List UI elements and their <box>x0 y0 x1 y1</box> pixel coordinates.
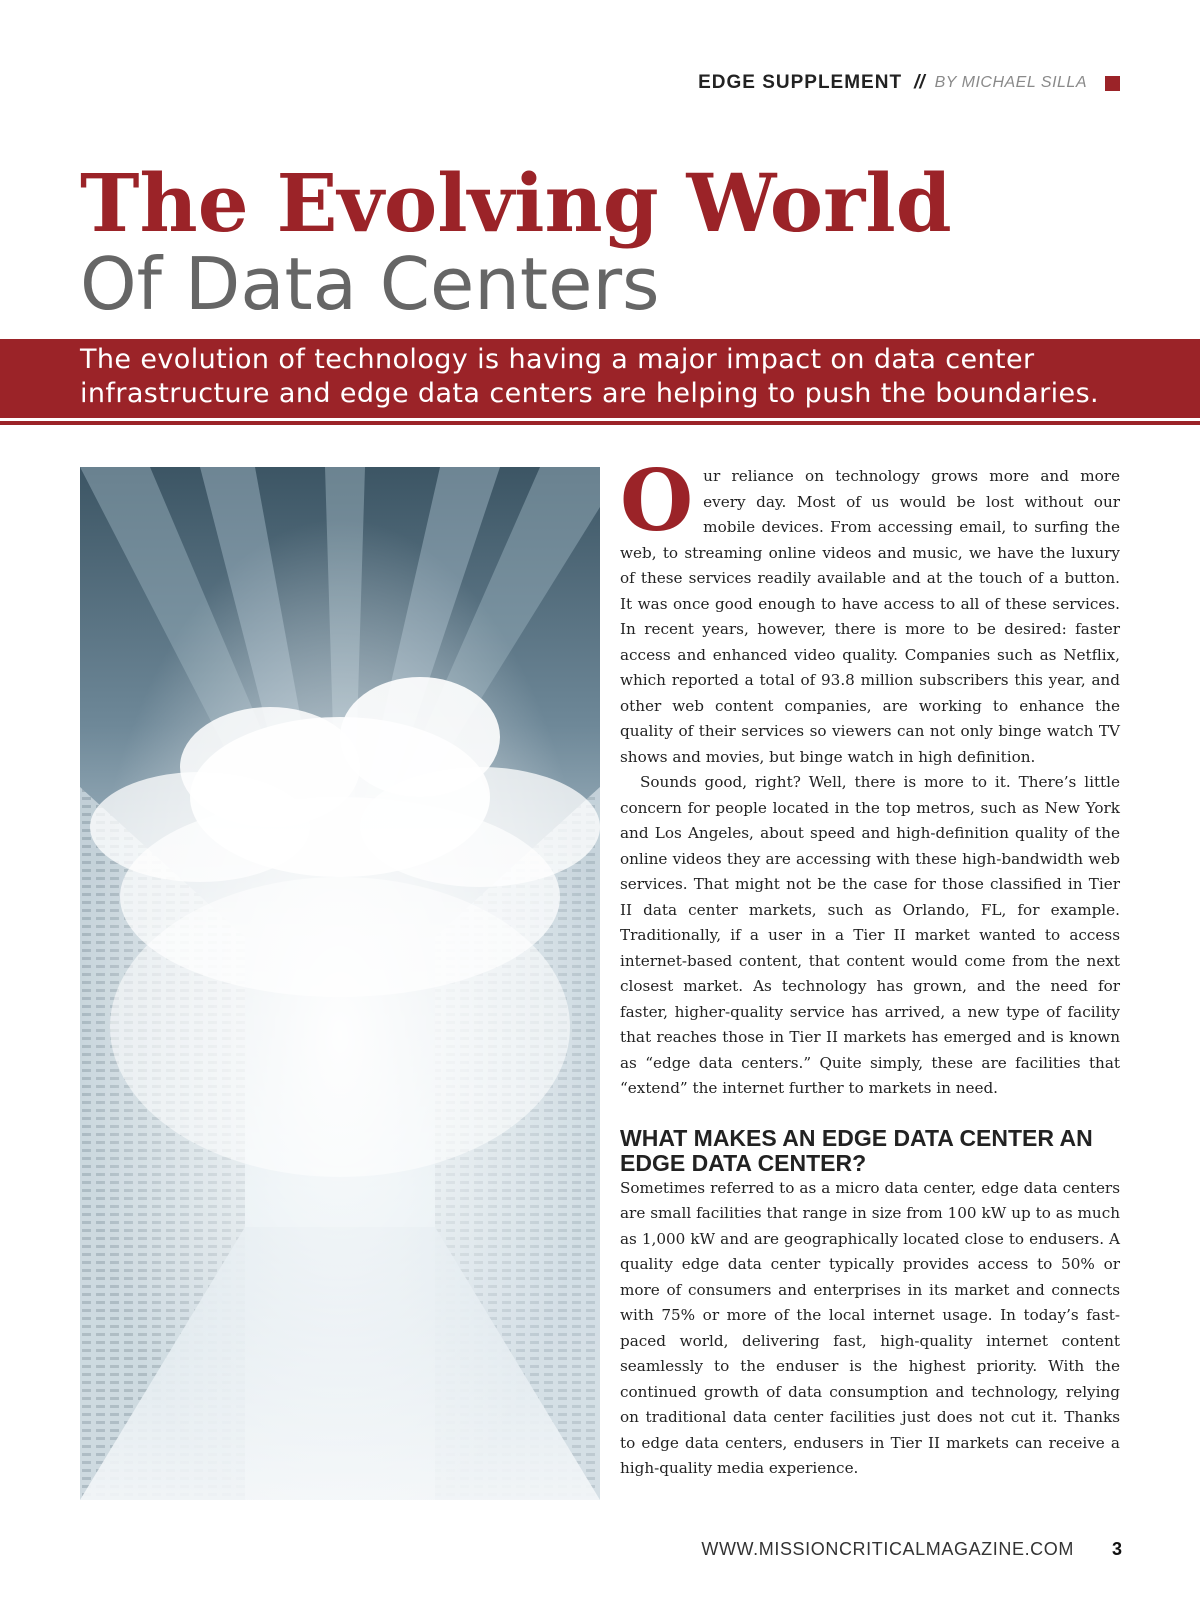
byline: BY MICHAEL SILLA <box>934 74 1087 91</box>
page-number: 3 <box>1111 1539 1122 1559</box>
deck-line-1: The evolution of technology is having a major impact on data center <box>80 344 1035 375</box>
section-label: EDGE SUPPLEMENT <box>698 72 903 93</box>
section-heading: WHAT MAKES AN EDGE DATA CENTER AN EDGE DATA CENTER? <box>620 1124 1093 1176</box>
paragraph-1: ur reliance on technology grows more and more every day. Most of us would be lost without our mobile devices. From accessing email, to surfing the web, to streaming online videos and music, we have the luxury of these services readily available and at the touch of a button. It was once good enough to have access to all of these services. In recent years, however, there is more to be desired: faster access and enhanced video quality. Companies such as Netflix, which reported a total of 93.8 million subscribers this year, and other web content companies, are working to enhance the quality of their services so viewers can not only binge watch TV shows and movies, but binge watch in high definition. <box>620 467 1120 766</box>
deck-rule <box>0 421 1200 425</box>
deck <box>80 343 1190 411</box>
paragraph-3: Sometimes referred to as a micro data center, edge data centers are small facilities that range in size from 100 kW up to as much as 1,000 kW and are geographically located close to endusers. A quality edge data center typically provides access to 50% or more of consumers and enterprises in its market and connects with 75% or more of the local internet usage. In today’s fast-paced world, delivering fast, high-quality internet content seamlessly to the enduser is the highest priority. With the continued growth of data consumption and technology, relying on traditional data center facilities just does not cut it. Thanks to edge data centers, endusers in Tier II markets can receive a high-quality media experience. <box>620 1178 1120 1477</box>
cloud-server-photo <box>80 467 600 1500</box>
article-subtitle: Of Data Centers <box>80 242 660 326</box>
article-body <box>620 451 1120 1482</box>
page-footer <box>701 1539 1122 1560</box>
article-title: The Evolving World <box>80 156 952 250</box>
drop-cap: O <box>620 451 694 550</box>
header-square-icon <box>1105 76 1120 91</box>
deck-line-2: infrastructure and edge data centers are helping to push the boundaries. <box>80 378 1100 409</box>
header-separator: // <box>914 72 925 93</box>
running-header <box>698 70 1120 96</box>
website-url[interactable]: WWW.MISSIONCRITICALMAGAZINE.COM <box>701 1539 1074 1559</box>
paragraph-2: Sounds good, right? Well, there is more to it. There’s little concern for people located in the top metros, such as New York and Los Angeles, about speed and high-definition quality of the online videos they are accessing with these high-bandwidth web services. That might not be the case for those classified in Tier II data center markets, such as Orlando, FL, for example. Traditionally, if a user in a Tier II market wanted to access internet-based content, that content would come from the next closest market. As technology has grown, and the need for faster, higher-quality service has arrived, a new type of facility that reaches those in Tier II markets has emerged and is known as “edge data centers.” Quite simply, these are facilities that “extend” the internet further to markets in need. <box>620 773 1120 1097</box>
